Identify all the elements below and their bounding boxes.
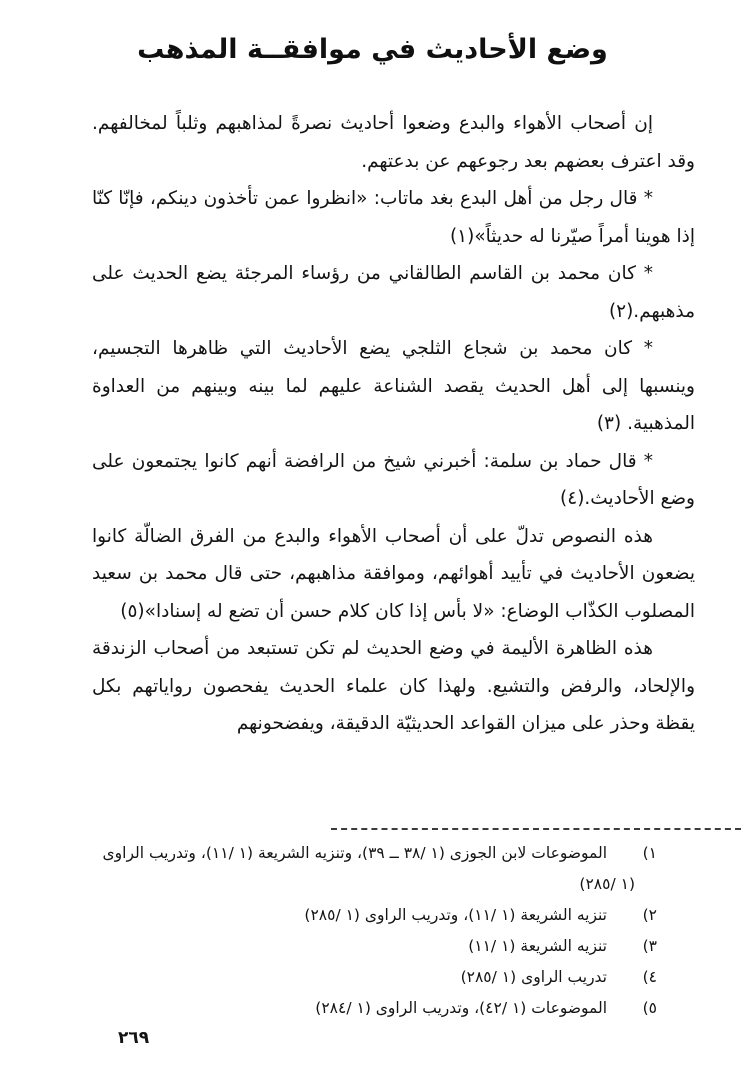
footnote-text: الموضوعات (١ /٤٢)، وتدريب الراوى (١ /٢٨٤) <box>315 999 607 1017</box>
footnote-text: تدريب الراوى (١ /٢٨٥) <box>460 968 607 986</box>
footnote-text-line: الموضوعات لابن الجوزى (١ /٣٨ ــ ٣٩)، وتنزيه الشريعة (١ /١١)، وتدريب الراوى <box>102 844 607 862</box>
footnote-number: ١) <box>642 844 657 862</box>
footnote-number: ٤) <box>642 968 657 986</box>
footnote-text: تنزيه الشريعة (١ /١١) <box>468 937 607 955</box>
paragraph-quote-2: * كان محمد بن القاسم الطالقاني من رؤساء المرجئة يضع الحديث على مذهبهم.(٢) <box>92 263 695 322</box>
footnote-item <box>85 962 657 993</box>
footnote-item <box>85 900 657 931</box>
footnote-item <box>85 838 657 900</box>
paragraph-conclusion-1: هذه النصوص تدلّ على أن أصحاب الأهواء والبدع من الفرق الضالّة كانوا يضعون الأحاديث في تأييد أهوائهم، وموافقة مذاهبهم، حتى قال محمد بن سعيد المصلوب الكذّاب الوضاع: «لا بأس إذا كان كلام حسن أن تضع له إسنادا»(٥) <box>92 525 695 622</box>
paragraph-quote-3: * كان محمد بن شجاع الثلجي يضع الأحاديث التي ظاهرها التجسيم، وينسبها إلى أهل الحديث يقصد الشناعة عليهم لما بينه وبينهم من العداوة المذهبية. (٣) <box>92 338 695 434</box>
footnote-text <box>85 838 635 900</box>
footnote-item <box>85 993 657 1024</box>
page-title: وضع الأحاديث في موافقــة المذهب <box>137 34 608 65</box>
page-number: ٢٦٩ <box>118 1028 150 1048</box>
paragraph-quote-4: * قال حماد بن سلمة: أخبرني شيخ من الرافضة أنهم كانوا يجتمعون على وضع الأحاديث.(٤) <box>92 450 695 509</box>
footnote-number: ٣) <box>642 937 657 955</box>
footnote-number: ٥) <box>642 999 657 1017</box>
paragraph-quote-1: * قال رجل من أهل البدع بغد ماتاب: «انظروا عمن تأخذون دينكم، فإنّا كنّا إذا هوينا أمراً صيّرنا له حديثاً»(١) <box>92 188 695 247</box>
paragraph-conclusion-2: هذه الظاهرة الأليمة في وضع الحديث لم تكن تستبعد من أصحاب الزندقة والإلحاد، والرفض والتشيع. ولهذا كان علماء الحديث يفحصون رواياتهم بكل يقظة وحذر على ميزان القواعد الحديثيّة الدقيقة، ويفضحونهم <box>92 638 695 734</box>
footnote-separator <box>331 828 741 830</box>
body-text <box>92 105 695 743</box>
paragraph-intro: إن أصحاب الأهواء والبدع وضعوا أحاديث نصرةً لمذاهبهم وثلباً لمخالفهم. وقد اعترف بعضهم بعد رجوعهم عن بدعتهم. <box>92 113 695 172</box>
footnote-number: ٢) <box>642 906 657 924</box>
footnote-text-continuation: (١ /٢٨٥) <box>579 875 635 893</box>
footnote-section <box>0 828 745 1024</box>
footnote-text: تنزيه الشريعة (١ /١١)، وتدريب الراوى (١ /٢٨٥) <box>304 906 607 924</box>
footnote-list <box>85 838 657 1024</box>
footnote-item <box>85 931 657 962</box>
